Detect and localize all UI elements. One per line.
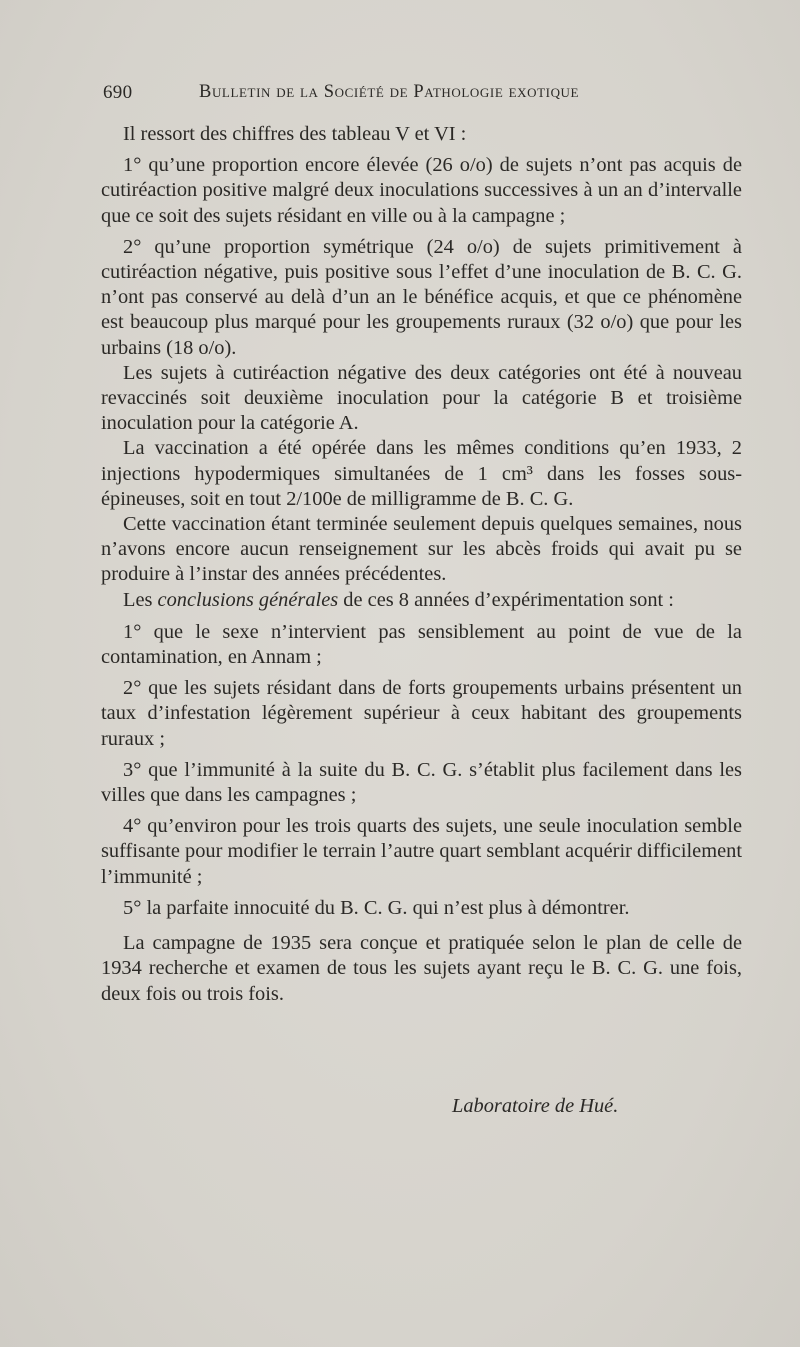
signature: Laboratoire de Hué.: [452, 1095, 619, 1117]
page-header: [103, 82, 663, 112]
body-text: [101, 122, 742, 1007]
conclusion-item: 4° qu’environ pour les trois quarts des sujets, une seule inoculation semble suffisante pour modifier le terrain l’autre quart semblant acquérir difficilement l’immunité ;: [101, 815, 742, 888]
conclusion-item: 5° la parfaite innocuité du B. C. G. qui n’est plus à démontrer.: [123, 896, 630, 919]
running-head: Bulletin de la Société de Pathologie exotique: [199, 82, 580, 102]
page-number: 690: [103, 82, 133, 103]
closing-paragraph: La campagne de 1935 sera conçue et pratiquée selon le plan de celle de 1934 recherche et examen de tous les sujets ayant reçu le B. C. G. une fois, deux fois ou trois fois.: [101, 932, 742, 1005]
conclusion-item: 1° que le sexe n’intervient pas sensiblement au point de vue de la contamination, en Annam ;: [101, 620, 742, 669]
paragraph: Les sujets à cutiréaction négative des deux catégories ont été à nouveau revaccinés soit deuxième inoculation pour la catégorie B et troisième inoculation pour la catégorie A.: [101, 361, 742, 435]
paragraph: La vaccination a été opérée dans les mêmes conditions qu’en 1933, 2 injections hypodermiques simultanées de 1 cm³ dans les fosses sous-épineuses, soit en tout 2/100e de milligramme de B. C. G.: [101, 437, 742, 510]
conclusion-item: 3° que l’immunité à la suite du B. C. G. s’établit plus facilement dans les villes que dans les campagnes ;: [101, 758, 742, 807]
intro-emphasis: conclusions générales: [157, 588, 339, 611]
paragraph: Cette vaccination étant terminée seulement depuis quelques semaines, nous n’avons encore aucun renseignement sur les abcès froids qui avait pu se produire à l’instar des années précédentes.: [101, 513, 742, 586]
paragraph: Il ressort des chiffres des tableau V et VI :: [123, 123, 467, 145]
intro-text: Les: [123, 588, 158, 611]
paragraph: 1° qu’une proportion encore élevée (26 o/o) de sujets n’ont pas acquis de cutiréaction positive malgré deux inoculations successives à un an d’intervalle que ce soit des sujets résidant en ville ou à la campagne ;: [101, 154, 742, 227]
intro-text: de ces 8 années d’expérimentation sont :: [338, 588, 674, 611]
paragraph: 2° qu’une proportion symétrique (24 o/o) de sujets primitivement à cutiréaction négative, puis positive sous l’effet d’une inoculation de B. C. G. n’ont pas conservé au delà d’un an le bénéfice acquis, et que ce phénomène est beaucoup plus marqué pour les groupements ruraux (32 o/o) que pour les urbains (18 o/o).: [101, 235, 742, 359]
conclusions-intro: [101, 588, 742, 613]
conclusion-item: 2° que les sujets résidant dans de forts groupements urbains présentent un taux d’infestation légèrement supérieur à ceux habitant des groupements ruraux ;: [101, 677, 742, 750]
